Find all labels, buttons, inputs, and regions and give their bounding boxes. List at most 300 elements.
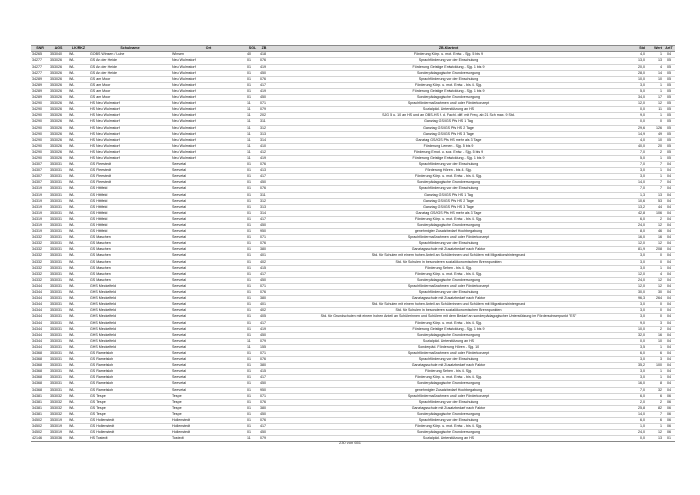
cell-lk-rkz: WL (68, 363, 89, 369)
cell-ort: Hollenstedt (171, 430, 246, 436)
col-header-zb: ZB (259, 46, 269, 52)
cell-zb-klartext: Ganztag GS/IGS Pfs HS mehr als 3 Tage (269, 137, 628, 143)
cell-sgl: 01 (246, 259, 259, 265)
cell-std: 9,0 (628, 320, 646, 326)
cell-sgl: 01 (246, 393, 259, 399)
cell-lk-rkz: WL (68, 308, 89, 314)
cell-artt: 04 (663, 174, 675, 180)
cell-ags: 353032 (49, 411, 68, 417)
cell-schulname: HS Neu Wulmstorf (89, 143, 171, 149)
cell-wert: 3 (646, 357, 663, 363)
cell-sgl: 01 (246, 210, 259, 216)
cell-zb-klartext: Förderung Körp. u. mot. Entw. - bis 4. Sjg. (269, 82, 628, 88)
cell-wert: 7 (646, 162, 663, 168)
col-header-std: Std (628, 46, 646, 52)
cell-wert: 1 (646, 113, 663, 119)
cell-sgl: 01 (246, 174, 259, 180)
cell-schulname: HS Neu Wulmstorf (89, 107, 171, 113)
cell-sgl: 01 (246, 265, 259, 271)
cell-zb-klartext: Ganztag GS/IGS Pfs HS 1 Tag (269, 192, 628, 198)
cell-wert: 4 (646, 64, 663, 70)
cell-zb-klartext: Sprachförderung vor der Einschulung (269, 399, 628, 405)
cell-zb: 418 (259, 52, 269, 58)
cell-sgl: 11 (246, 125, 259, 131)
cell-snr: 34277 (31, 64, 49, 70)
cell-wert: 12 (646, 223, 663, 229)
cell-artt: 04 (663, 290, 675, 296)
cell-ags: 353026 (49, 155, 68, 161)
cell-lk-rkz: WL (68, 369, 89, 375)
cell-lk-rkz: WL (68, 107, 89, 113)
cell-ags: 353026 (49, 76, 68, 82)
cell-wert: 17 (646, 95, 663, 101)
cell-lk-rkz: WL (68, 52, 89, 58)
cell-lk-rkz: WL (68, 64, 89, 70)
cell-snr: 34332 (31, 241, 49, 247)
cell-ags: 353031 (49, 344, 68, 350)
cell-snr: 34332 (31, 253, 49, 259)
cell-artt: 04 (663, 302, 675, 308)
cell-artt: 04 (663, 283, 675, 289)
cell-wert: 4 (646, 271, 663, 277)
cell-snr: 34381 (31, 411, 49, 417)
cell-lk-rkz: WL (68, 119, 89, 125)
cell-snr: 34289 (31, 76, 49, 82)
cell-zb-klartext: genehmigter Zusatzbedarf Hochbegabung (269, 387, 628, 393)
cell-std: 9,0 (628, 113, 646, 119)
cell-zb: 076 (259, 186, 269, 192)
cell-schulname: GS Hittfeld (89, 186, 171, 192)
cell-std: 14,9 (628, 131, 646, 137)
cell-ort: Seevetal (171, 381, 246, 387)
cell-ort: Neu Wulmstorf (171, 58, 246, 64)
cell-schulname: GS An der Heide (89, 58, 171, 64)
cell-lk-rkz: WL (68, 247, 89, 253)
cell-snr: 34344 (31, 290, 49, 296)
cell-lk-rkz: WL (68, 113, 89, 119)
cell-schulname: GS am Moor (89, 95, 171, 101)
cell-snr: 34344 (31, 326, 49, 332)
cell-snr: 34290 (31, 155, 49, 161)
cell-wert: 106 (646, 210, 663, 216)
cell-schulname: GS Hittfeld (89, 210, 171, 216)
cell-ort: Neu Wulmstorf (171, 119, 246, 125)
cell-schulname: HS Neu Wulmstorf (89, 125, 171, 131)
cell-zb: 311 (259, 119, 269, 125)
cell-std: 3,0 (628, 375, 646, 381)
cell-zb-klartext: Sprachförderung vor der Einschulung (269, 290, 628, 296)
cell-wert: 100 (646, 363, 663, 369)
cell-zb: 402 (259, 259, 269, 265)
cell-ags: 353026 (49, 58, 68, 64)
cell-schulname: GS Fleestedt (89, 168, 171, 174)
cell-artt: 04 (663, 235, 675, 241)
cell-schulname: GS am Moor (89, 88, 171, 94)
cell-ags: 353026 (49, 95, 68, 101)
cell-zb-klartext: Förderung Geistige Entwicklung - Sjg. 1 bis 9 (269, 326, 628, 332)
col-header-ort: Ort (171, 46, 246, 52)
cell-schulname: GOBS Winsen / Luhe (89, 52, 171, 58)
cell-ort: Winsen (171, 52, 246, 58)
cell-wert: 32 (646, 387, 663, 393)
cell-sgl: 01 (246, 180, 259, 186)
cell-zb: 311 (259, 192, 269, 198)
cell-snr: 34290 (31, 119, 49, 125)
cell-snr: 34319 (31, 223, 49, 229)
cell-zb: 380 (259, 247, 269, 253)
cell-zb: 419 (259, 88, 269, 94)
cell-artt: 04 (663, 223, 675, 229)
cell-zb: 079 (259, 338, 269, 344)
cell-wert: 12 (646, 277, 663, 283)
cell-sgl: 01 (246, 418, 259, 424)
cell-ort: Seevetal (171, 320, 246, 326)
cell-zb-klartext: Sonderpädagogische Grundversorgung (269, 180, 628, 186)
cell-zb-klartext: Ganztag GS/IGS Pfs HS 3 Tage (269, 131, 628, 137)
cell-wert: 16 (646, 235, 663, 241)
cell-ags: 353031 (49, 192, 68, 198)
cell-ort: Seevetal (171, 271, 246, 277)
cell-zb-klartext: Sprachfördermaßnahmen und/ oder Förderkonzept (269, 350, 628, 356)
cell-ags: 353031 (49, 369, 68, 375)
cell-sgl: 01 (246, 302, 259, 308)
cell-std: 12,0 (628, 271, 646, 277)
cell-wert: 0 (646, 253, 663, 259)
cell-artt: 05 (663, 131, 675, 137)
cell-ort: Tespe (171, 393, 246, 399)
cell-artt: 04 (663, 198, 675, 204)
cell-sgl: 01 (246, 308, 259, 314)
cell-snr: 42146 (31, 436, 49, 442)
col-header-sgl: SGL (246, 46, 259, 52)
cell-wert: 7 (646, 180, 663, 186)
cell-schulname: GS Fleestedt (89, 180, 171, 186)
cell-ags: 353026 (49, 137, 68, 143)
cell-sgl: 11 (246, 101, 259, 107)
cell-snr: 34332 (31, 277, 49, 283)
cell-sgl: 01 (246, 357, 259, 363)
cell-sgl: 01 (246, 229, 259, 235)
cell-wert: 6 (646, 418, 663, 424)
cell-ort: Neu Wulmstorf (171, 101, 246, 107)
cell-lk-rkz: WL (68, 350, 89, 356)
cell-lk-rkz: WL (68, 174, 89, 180)
cell-zb-klartext: Sprachfördermaßnahmen und/ oder Förderkonzept (269, 101, 628, 107)
cell-zb: 076 (259, 76, 269, 82)
cell-lk-rkz: WL (68, 229, 89, 235)
cell-zb: 450 (259, 70, 269, 76)
cell-lk-rkz: WL (68, 320, 89, 326)
cell-ags: 353031 (49, 381, 68, 387)
cell-wert: 3 (646, 320, 663, 326)
cell-sgl: 01 (246, 405, 259, 411)
cell-sgl: 01 (246, 411, 259, 417)
cell-ags: 353031 (49, 253, 68, 259)
cell-zb: 076 (259, 357, 269, 363)
cell-artt: 01 (663, 436, 675, 442)
cell-zb-klartext: Ganztagsschule mit Zusatzbedarf nach Faktor (269, 247, 628, 253)
col-header-ags: AGS (49, 46, 68, 52)
cell-lk-rkz: WL (68, 241, 89, 247)
cell-zb-klartext: Sprachförderung vor der Einschulung (269, 162, 628, 168)
cell-std: 29,6 (628, 125, 646, 131)
cell-snr: 34290 (31, 137, 49, 143)
cell-ort: Seevetal (171, 204, 246, 210)
cell-artt: 06 (663, 405, 675, 411)
cell-schulname: HS Neu Wulmstorf (89, 137, 171, 143)
cell-artt: 05 (663, 82, 675, 88)
cell-ort: Seevetal (171, 198, 246, 204)
cell-lk-rkz: WL (68, 375, 89, 381)
cell-schulname: GS An der Heide (89, 70, 171, 76)
cell-sgl: 01 (246, 88, 259, 94)
cell-ags: 353031 (49, 338, 68, 344)
cell-wert: 53 (646, 198, 663, 204)
cell-artt: 06 (663, 411, 675, 417)
cell-ort: Neu Wulmstorf (171, 76, 246, 82)
cell-ort: Seevetal (171, 216, 246, 222)
cell-ort: Seevetal (171, 350, 246, 356)
cell-lk-rkz: WL (68, 137, 89, 143)
cell-wert: 1 (646, 174, 663, 180)
cell-lk-rkz: WL (68, 58, 89, 64)
cell-snr: 34344 (31, 332, 49, 338)
cell-zb: 401 (259, 253, 269, 259)
cell-snr: 34290 (31, 113, 49, 119)
cell-std: 24,0 (628, 223, 646, 229)
cell-snr: 34368 (31, 357, 49, 363)
cell-artt: 04 (663, 192, 675, 198)
cell-std: 3,0 (628, 174, 646, 180)
cell-schulname: GS Maschen (89, 277, 171, 283)
cell-artt: 04 (663, 259, 675, 265)
cell-std: 12,0 (628, 283, 646, 289)
cell-sgl: 01 (246, 192, 259, 198)
cell-wert: 0 (646, 259, 663, 265)
cell-snr: 34290 (31, 125, 49, 131)
cell-ags: 353026 (49, 107, 68, 113)
cell-zb: 202 (259, 113, 269, 119)
cell-wert: 1 (646, 155, 663, 161)
cell-ags: 353026 (49, 88, 68, 94)
cell-schulname: HS Neu Wulmstorf (89, 131, 171, 137)
cell-lk-rkz: WL (68, 131, 89, 137)
cell-std: 3,0 (628, 308, 646, 314)
cell-schulname: GS Maschen (89, 247, 171, 253)
cell-sgl: 11 (246, 149, 259, 155)
cell-wert: 30 (646, 290, 663, 296)
cell-schulname: HS Neu Wulmstorf (89, 113, 171, 119)
cell-ags: 353031 (49, 210, 68, 216)
cell-artt: 06 (663, 418, 675, 424)
cell-wert: 1 (646, 52, 663, 58)
cell-zb: 417 (259, 320, 269, 326)
cell-ags: 353019 (49, 424, 68, 430)
cell-std: 7,0 (628, 186, 646, 192)
cell-sgl: 01 (246, 76, 259, 82)
cell-wert: 208 (646, 247, 663, 253)
cell-sgl: 11 (246, 119, 259, 125)
cell-ags: 353026 (49, 131, 68, 137)
cell-wert: 1 (646, 375, 663, 381)
cell-ags: 353019 (49, 418, 68, 424)
cell-zb: 313 (259, 131, 269, 137)
cell-schulname: GHS Meckelfeld (89, 344, 171, 350)
cell-schulname: GS Ramelsloh (89, 375, 171, 381)
cell-wert: 7 (646, 186, 663, 192)
cell-lk-rkz: WL (68, 381, 89, 387)
cell-sgl: 01 (246, 241, 259, 247)
cell-zb: 312 (259, 198, 269, 204)
cell-zb: 450 (259, 277, 269, 283)
cell-zb-klartext: Sprachförderung vor der Einschulung (269, 58, 628, 64)
cell-lk-rkz: WL (68, 82, 89, 88)
cell-zb: 380 (259, 363, 269, 369)
cell-artt: 04 (663, 381, 675, 387)
cell-snr: 34277 (31, 58, 49, 64)
cell-schulname: GS Maschen (89, 271, 171, 277)
cell-sgl: 01 (246, 223, 259, 229)
cell-ort: Tespe (171, 411, 246, 417)
cell-wert: 1 (646, 344, 663, 350)
cell-artt: 05 (663, 58, 675, 64)
cell-sgl: 11 (246, 436, 259, 442)
cell-ort: Seevetal (171, 241, 246, 247)
cell-ort: Seevetal (171, 168, 246, 174)
cell-zb: 380 (259, 405, 269, 411)
cell-artt: 05 (663, 113, 675, 119)
cell-snr: 34381 (31, 399, 49, 405)
cell-lk-rkz: WL (68, 357, 89, 363)
cell-ags: 353040 (49, 52, 68, 58)
cell-sgl: 01 (246, 375, 259, 381)
cell-artt: 05 (663, 76, 675, 82)
cell-zb-klartext: Sonderpädagogische Grundversorgung (269, 430, 628, 436)
cell-zb-klartext: Std. für Schulen mit einem hohen Anteil an Schülerinnen und Schülern mit Migrationshintergrund (269, 302, 628, 308)
cell-artt: 04 (663, 210, 675, 216)
cell-artt: 05 (663, 64, 675, 70)
cell-zb: 071 (259, 283, 269, 289)
cell-schulname: HS Neu Wulmstorf (89, 149, 171, 155)
cell-schulname: GS Hittfeld (89, 204, 171, 210)
cell-ags: 353031 (49, 265, 68, 271)
cell-wert: 1 (646, 369, 663, 375)
cell-zb-klartext: Sprachfördermaßnahmen und/ oder Förderkonzept (269, 235, 628, 241)
col-header-lk-rkz: LK/RKZ (68, 46, 89, 52)
cell-snr: 34368 (31, 381, 49, 387)
cell-ags: 353032 (49, 393, 68, 399)
cell-ags: 353031 (49, 332, 68, 338)
cell-snr: 34344 (31, 314, 49, 320)
cell-wert: 0 (646, 302, 663, 308)
cell-ags: 353031 (49, 198, 68, 204)
cell-std: 1,0 (628, 424, 646, 430)
cell-zb-klartext: Std. für Schulen in besonderen sozialökonomischen Brennpunkten (269, 308, 628, 314)
cell-zb: 450 (259, 411, 269, 417)
cell-ort: Neu Wulmstorf (171, 70, 246, 76)
col-header-artt: ArtT (663, 46, 675, 52)
cell-zb-klartext: Sozialpäd. Unterstützung an HS (269, 338, 628, 344)
cell-std: 8,0 (628, 229, 646, 235)
cell-zb: 076 (259, 58, 269, 64)
cell-ort: Seevetal (171, 253, 246, 259)
cell-lk-rkz: WL (68, 424, 89, 430)
cell-artt: 04 (663, 247, 675, 253)
cell-snr: 34319 (31, 229, 49, 235)
cell-sgl: 01 (246, 424, 259, 430)
cell-zb-klartext: Förderung Geistige Entwicklung - Sjg. 1 bis 9 (269, 88, 628, 94)
cell-snr: 34307 (31, 168, 49, 174)
cell-zb-klartext: Ganztag GS/IGS Pfs HS 3 Tage (269, 204, 628, 210)
cell-schulname: GS am Moor (89, 82, 171, 88)
cell-snr: 34319 (31, 216, 49, 222)
cell-lk-rkz: WL (68, 216, 89, 222)
cell-sgl: 01 (246, 326, 259, 332)
cell-schulname: GHS Meckelfeld (89, 326, 171, 332)
cell-ort: Tespe (171, 405, 246, 411)
cell-ort: Seevetal (171, 283, 246, 289)
cell-zb-klartext: Sonderpädagogische Grundversorgung (269, 95, 628, 101)
cell-zb: 076 (259, 290, 269, 296)
cell-zb-klartext: Sonderpäd. Förderung Hören - Sjg. 10 (269, 344, 628, 350)
cell-ags: 353031 (49, 350, 68, 356)
cell-artt: 04 (663, 186, 675, 192)
cell-sgl: 01 (246, 296, 259, 302)
cell-lk-rkz: WL (68, 125, 89, 131)
cell-zb-klartext: Ganztagsschule mit Zusatzbedarf nach Faktor (269, 296, 628, 302)
cell-zb-klartext: Förderung Körp. u. mot. Entw. - bis 4. Sjg. (269, 174, 628, 180)
cell-lk-rkz: WL (68, 235, 89, 241)
cell-ort: Neu Wulmstorf (171, 143, 246, 149)
col-header-snr: SNR (31, 46, 49, 52)
cell-wert: 264 (646, 296, 663, 302)
cell-lk-rkz: WL (68, 168, 89, 174)
cell-schulname: GHS Meckelfeld (89, 290, 171, 296)
cell-zb-klartext: Std. für Schulen in besonderen sozialökonomischen Brennpunkten (269, 259, 628, 265)
cell-lk-rkz: WL (68, 265, 89, 271)
cell-wert: 1 (646, 424, 663, 430)
cell-zb: 314 (259, 210, 269, 216)
cell-ags: 353031 (49, 357, 68, 363)
cell-zb-klartext: Std. für Schulen mit einem hohen Anteil an Schülerinnen und Schülern mit Migrationshintergrund (269, 253, 628, 259)
cell-artt: 04 (663, 350, 675, 356)
cell-sgl: 01 (246, 198, 259, 204)
cell-wert: 7 (646, 411, 663, 417)
cell-zb: 071 (259, 350, 269, 356)
cell-std: 1,3 (628, 192, 646, 198)
cell-snr: 34290 (31, 131, 49, 137)
cell-ort: Neu Wulmstorf (171, 95, 246, 101)
cell-zb: 450 (259, 95, 269, 101)
cell-ort: Neu Wulmstorf (171, 82, 246, 88)
cell-snr: 34290 (31, 101, 49, 107)
table-body (31, 52, 675, 442)
report-table (31, 45, 675, 442)
cell-wert: 8 (646, 381, 663, 387)
cell-ags: 353026 (49, 143, 68, 149)
cell-wert: 10 (646, 76, 663, 82)
cell-artt: 04 (663, 296, 675, 302)
cell-zb-klartext: Förderung Emot. u. soz. Entw. - Sjg. 5 bis 9 (269, 149, 628, 155)
cell-schulname: GS Hollenstedt (89, 424, 171, 430)
cell-ort: Seevetal (171, 235, 246, 241)
cell-snr: 34319 (31, 192, 49, 198)
cell-wert: 12 (646, 283, 663, 289)
cell-lk-rkz: WL (68, 101, 89, 107)
cell-ags: 353031 (49, 326, 68, 332)
cell-ort: Neu Wulmstorf (171, 149, 246, 155)
cell-wert: 0 (646, 119, 663, 125)
